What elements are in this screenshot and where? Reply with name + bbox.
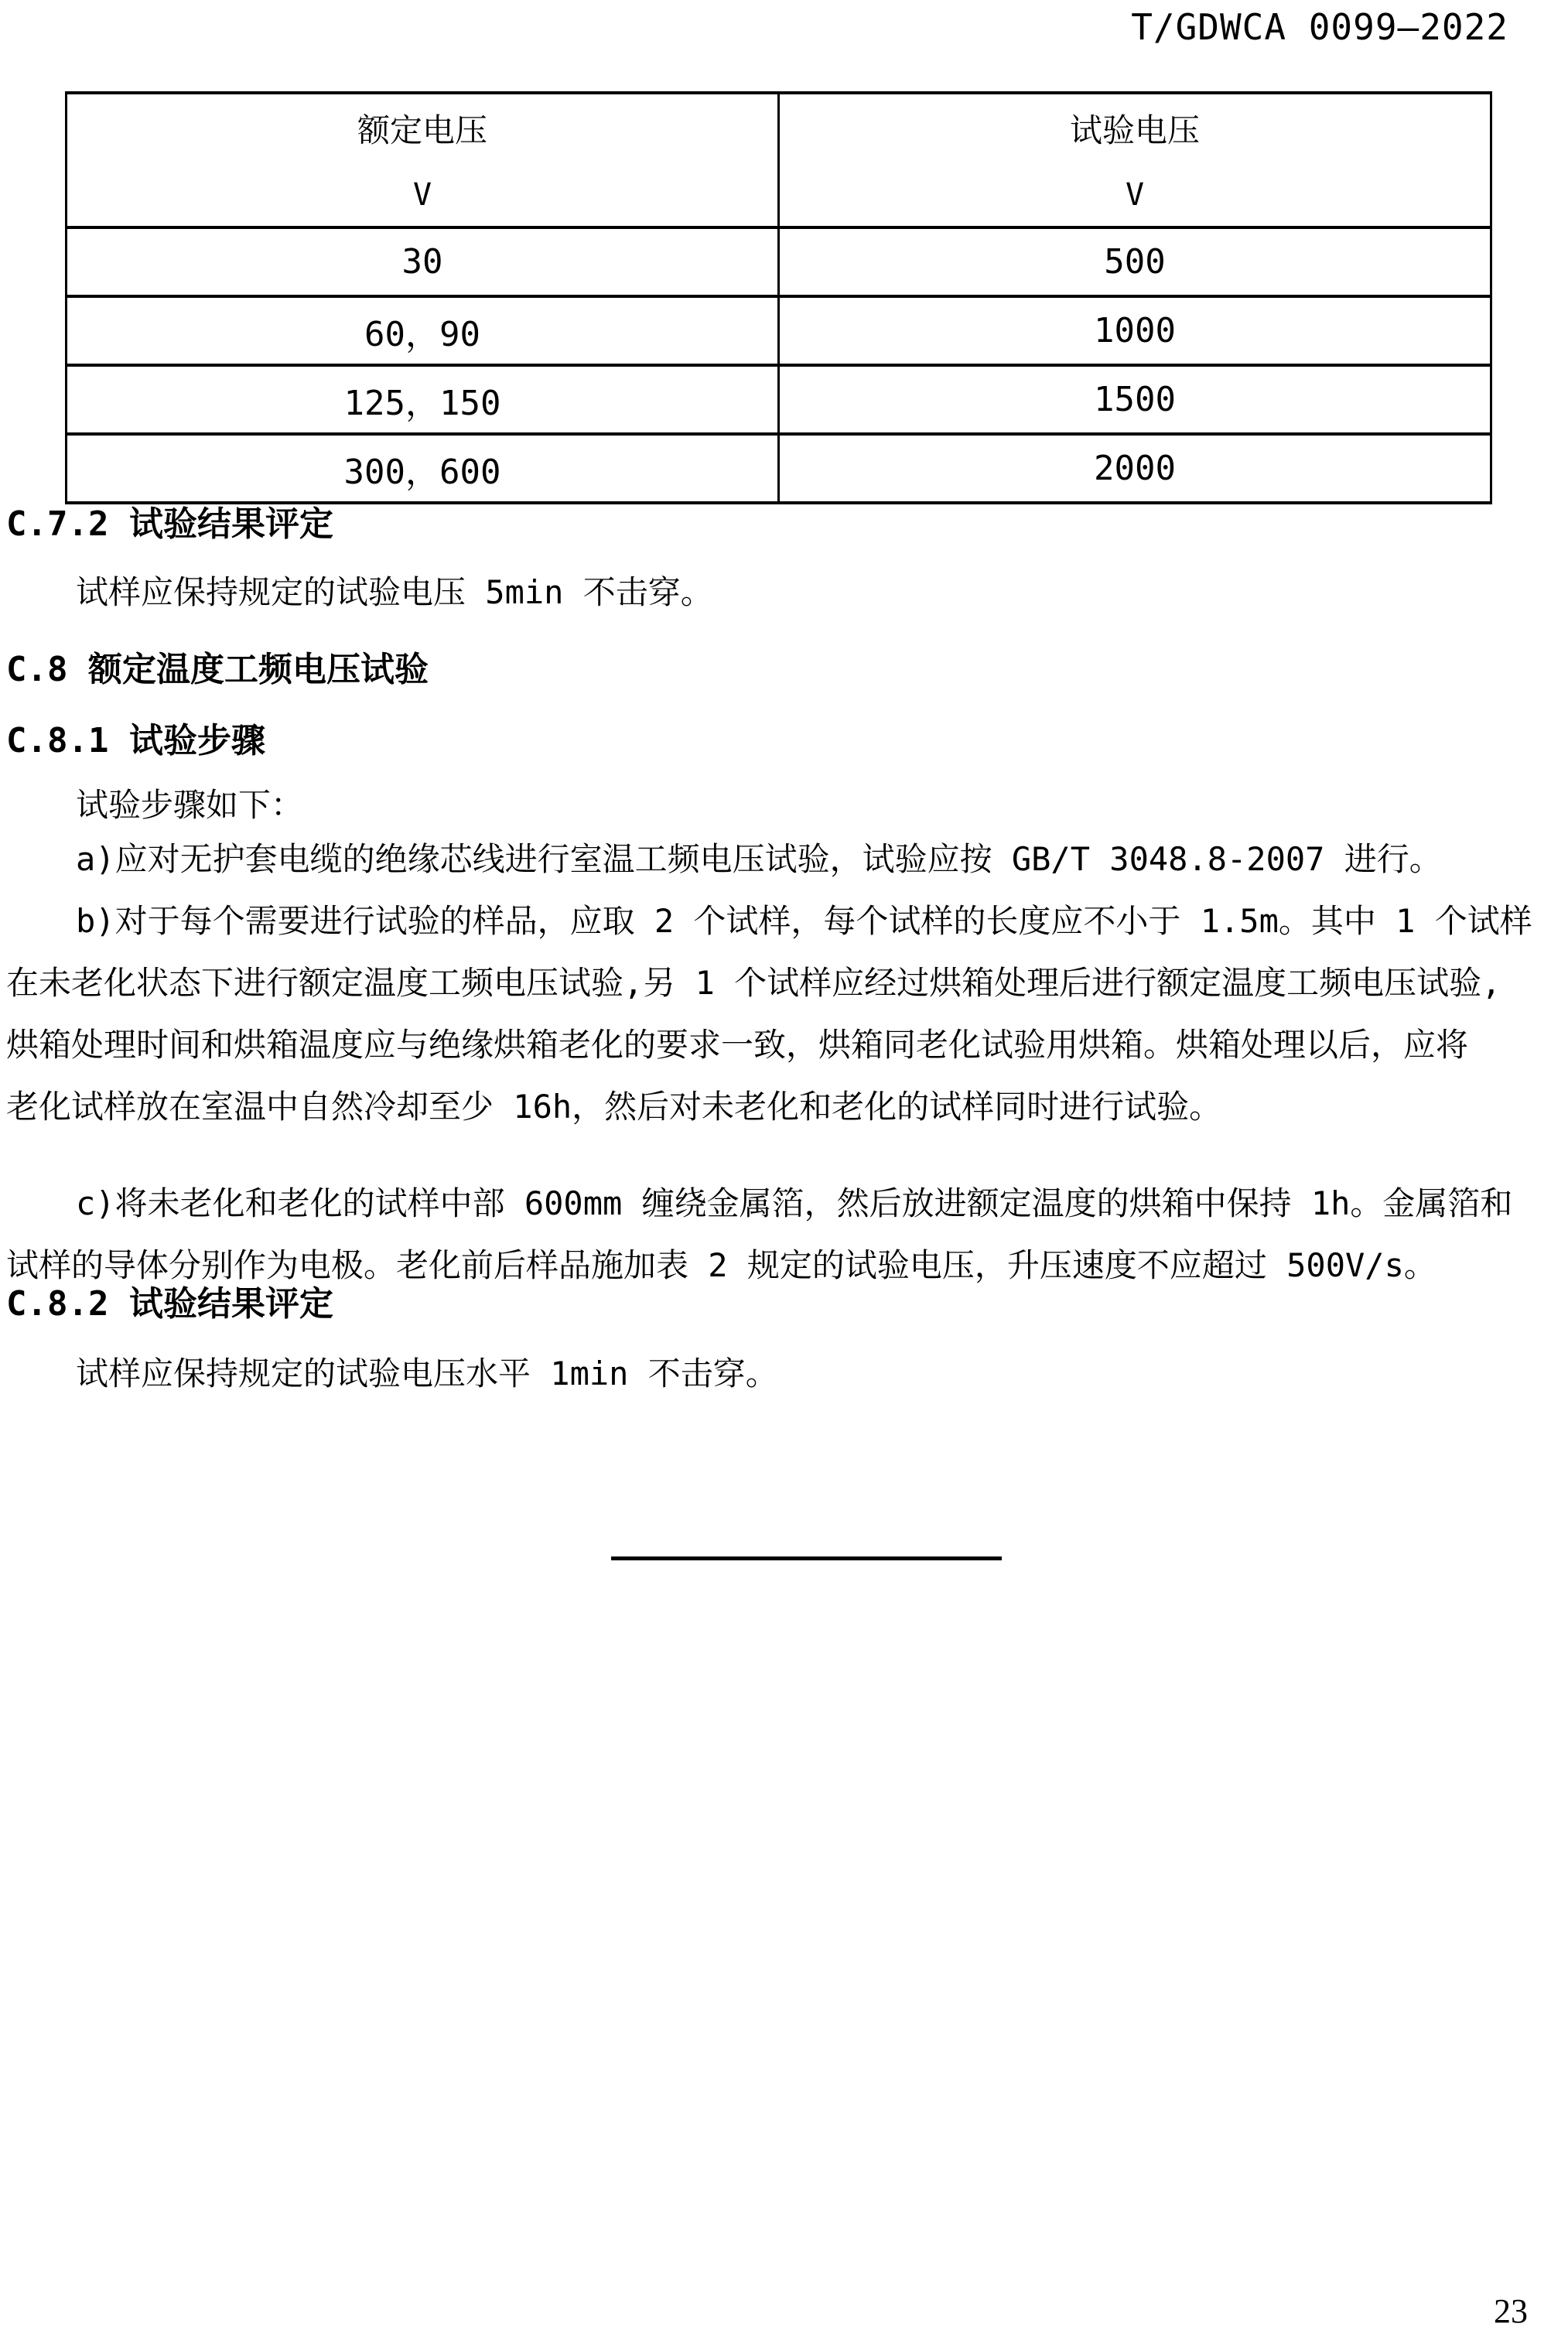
list-item-c-line: 试样的导体分别作为电极。老化前后样品施加表 2 规定的试验电压，升压速度不应超过 500V/s。: [6, 1246, 1436, 1284]
table-cell: 500: [779, 227, 1491, 296]
table-cell: 300，600: [67, 434, 779, 503]
table-cell: 125，150: [67, 365, 779, 434]
header-cell-rated-voltage: [67, 93, 779, 227]
voltage-table: [65, 91, 1492, 504]
table-cell: 1000: [779, 296, 1491, 365]
list-item-b-line: 在未老化状态下进行额定温度工频电压试验,另 1 个试样应经过烘箱处理后进行额定温度工频电压试验,: [6, 964, 1501, 1002]
list-item-c-line: c)将未老化和老化的试样中部 600mm 缠绕金属箔，然后放进额定温度的烘箱中保持 1h。金属箔和: [76, 1184, 1513, 1222]
rated-voltage-unit: V: [412, 177, 432, 213]
header-cell-test-voltage: [779, 93, 1491, 227]
table-row: [67, 296, 1491, 365]
section-heading-c8: C.8 额定温度工频电压试验: [6, 650, 429, 689]
list-item-a: [6, 829, 1507, 890]
table-row: [67, 365, 1491, 434]
list-item-b: [6, 890, 1532, 1138]
table-cell: 1500: [779, 365, 1491, 434]
table-header-row: [67, 93, 1491, 227]
table-cell: 2000: [779, 434, 1491, 503]
table-row: [67, 434, 1491, 503]
table-row: [67, 227, 1491, 296]
list-item-b-line: b)对于每个需要进行试验的样品，应取 2 个试样，每个试样的长度应不小于 1.5m。其中 1 个试样: [76, 902, 1532, 940]
paragraph-c82: 试样应保持规定的试验电压水平 1min 不击穿。: [76, 1355, 778, 1392]
test-voltage-title: 试验电压: [1069, 111, 1200, 149]
section-heading-c72: C.7.2 试验结果评定: [6, 504, 333, 544]
paragraph-c72: 试样应保持规定的试验电压 5min 不击穿。: [76, 573, 713, 611]
voltage-table-header: [67, 93, 1491, 227]
table-cell: 30: [67, 227, 779, 296]
list-item-b-line: 老化试样放在室温中自然冷却至少 16h，然后对未老化和老化的试样同时进行试验。: [6, 1088, 1222, 1126]
rated-voltage-title: 额定电压: [357, 111, 487, 149]
paragraph-steps-intro: 试验步骤如下：: [76, 786, 304, 824]
section-heading-c82: C.8.2 试验结果评定: [6, 1284, 333, 1324]
table-cell: 60，90: [67, 296, 779, 365]
voltage-table-body: [67, 227, 1491, 503]
list-item-b-line: 烘箱处理时间和烘箱温度应与绝缘烘箱老化的要求一致，烘箱同老化试验用烘箱。烘箱处理以后，应将: [6, 1026, 1469, 1064]
page-number: 23: [1494, 2292, 1528, 2330]
list-item-a-line: a)应对无护套电缆的绝缘芯线进行室温工频电压试验，试验应按 GB/T 3048.8-2007 进行。: [76, 840, 1442, 878]
test-voltage-unit: V: [1125, 177, 1145, 213]
list-item-c: [6, 1173, 1513, 1297]
end-of-text-rule: [611, 1556, 1002, 1560]
section-heading-c81: C.8.1 试验步骤: [6, 721, 265, 760]
doc-number: T/GDWCA 0099—2022: [1131, 6, 1508, 48]
